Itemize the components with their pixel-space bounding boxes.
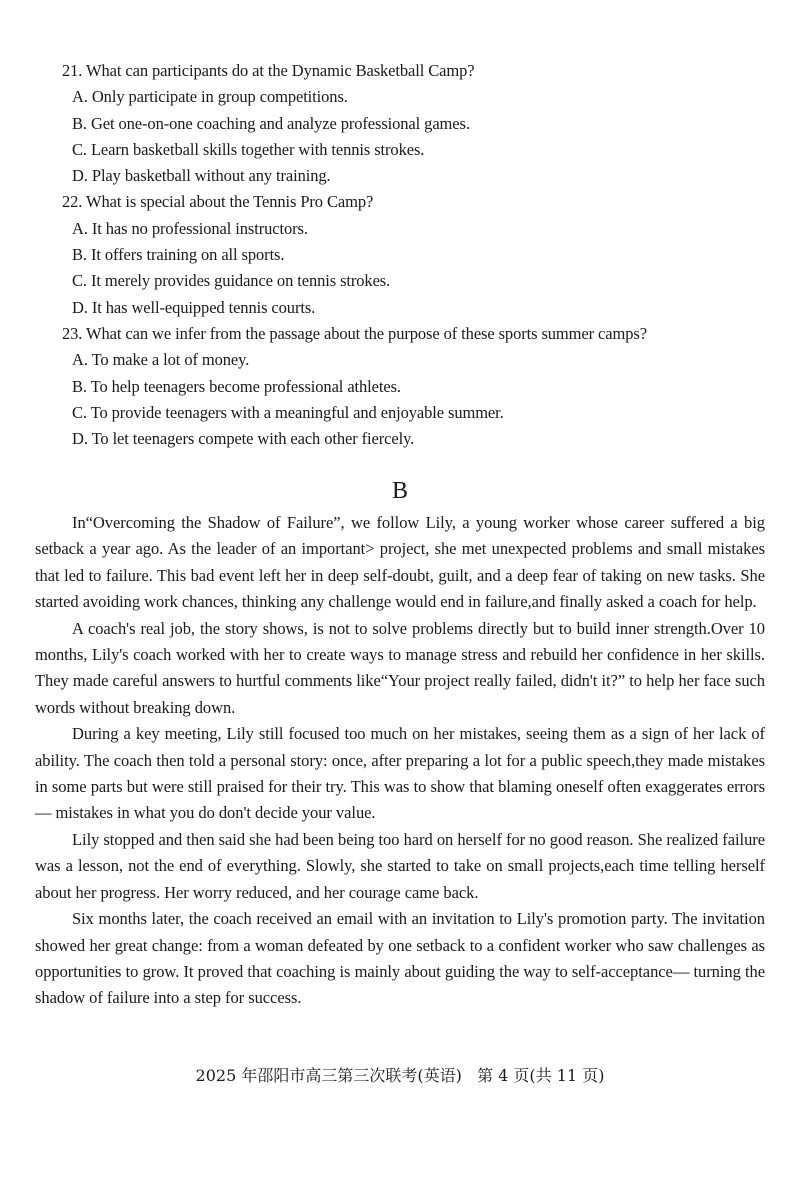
option-b: B. It offers training on all sports.: [72, 245, 285, 265]
option-c: C. To provide teenagers with a meaningful and enjoyable summer.: [72, 402, 504, 422]
page-footer: 2025 年邵阳市高三第三次联考(英语) 第 4 页(共 11 页): [195, 1066, 605, 1085]
option-d: D. To let teenagers compete with each other fiercely.: [72, 429, 415, 449]
option-a: A. To make a lot of money.: [72, 350, 250, 370]
option-b: B. To help teenagers become professional athletes.: [72, 376, 401, 396]
option-c: C. It merely provides guidance on tennis strokes.: [72, 271, 391, 291]
reading-passage: [35, 510, 765, 1012]
question-23: [62, 321, 772, 452]
passage-paragraph-3: During a key meeting, Lily still focused too much on her mistakes, seeing them as a sign of her lack of ability. The coach then told a personal story: once, after preparing a lot for a public speech,they made mistakes in some parts but were still praised for their try. This was to show that blaming oneself often exaggerates errors— mistakes in what you do don't decide your value.: [35, 724, 765, 823]
option-d: D. Play basketball without any training.: [72, 166, 331, 186]
question-stem: 22. What is special about the Tennis Pro Camp?: [62, 192, 374, 212]
option-d: D. It has well-equipped tennis courts.: [72, 297, 316, 317]
passage-paragraph-2: A coach's real job, the story shows, is not to solve problems directly but to build inner strength.Over 10 months, Lily's coach worked with her to create ways to manage stress and rebuild her confidence in her skills. They made careful answers to hurtful comments like“Your project really failed, didn't it?” to help her face such words without breaking down.: [35, 618, 765, 717]
option-c: C. Learn basketball skills together with tennis strokes.: [72, 139, 425, 159]
passage-paragraph-4: Lily stopped and then said she had been being too hard on herself for no good reason. She realized failure was a lesson, not the end of everything. Slowly, she started to take on small projects,each time telling herself about her progress. Her worry reduced, and her courage came back.: [35, 829, 765, 902]
section-heading: B: [391, 478, 408, 504]
option-b: B. Get one-on-one coaching and analyze professional games.: [72, 113, 470, 133]
passage-paragraph-5: Six months later, the coach received an email with an invitation to Lily's promotion party. The invitation showed her great change: from a woman defeated by one setback to a confident worker who saw challenges as opportunities to grow. It proved that coaching is mainly about guiding the way to self-acceptance— turning the shadow of failure into a step for success.: [35, 909, 765, 1008]
question-stem: 21. What can participants do at the Dynamic Basketball Camp?: [62, 61, 475, 80]
question-stem: 23. What can we infer from the passage about the purpose of these sports summer camps?: [62, 323, 647, 343]
option-a: A. Only participate in group competitions.: [72, 87, 348, 107]
question-21: [62, 58, 772, 189]
passage-paragraph-1: In“Overcoming the Shadow of Failure”, we follow Lily, a young worker whose career suffered a big setback a year ago. As the leader of an important> project, she met unexpected problems and small mistakes that led to failure. This bad event left her in deep self-doubt, guilt, and a deep fear of taking on new tasks. She started avoiding work chances, thinking any challenge would end in failure,and finally asked a coach for help.: [35, 513, 765, 612]
question-list: [62, 58, 772, 452]
option-a: A. It has no professional instructors.: [72, 218, 308, 238]
question-22: [62, 189, 772, 320]
